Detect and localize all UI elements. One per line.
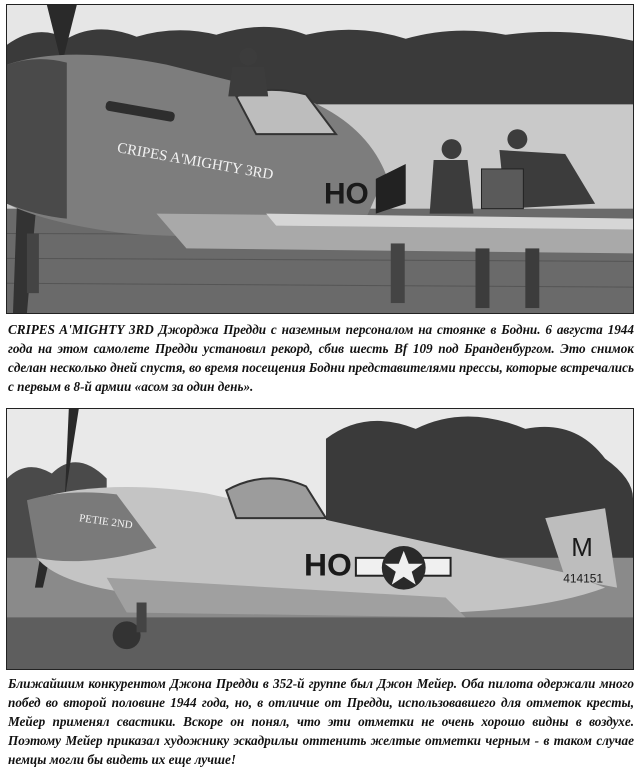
nose-art-text: PETIE 2ND [78, 512, 134, 532]
tail-letter: M [571, 533, 593, 562]
photo-cripes-amighty-image [7, 5, 633, 313]
fuselage-code: HO [323, 177, 369, 211]
photo-cripes-amighty [6, 4, 634, 314]
photo-petie-2nd [6, 408, 634, 670]
caption-petie-2nd: Ближайшим конкурентом Джона Предди в 352-й группе был Джон Мейер. Оба пилота одержали много побед во второй половине 1944 года, но, в отличие от Предди, использовавшего для отметок кресты, Мейер применял свастики. Вскоре он понял, что эти отметки не очень хорошо видны в воздухе. Поэтому Мейер приказал художнику эскадрильи оттенить желтые отметки черным - в таком случае немцы могли бы видеть их еще лучше! [8, 676, 634, 767]
nose-art-text: CRIPES A'MIGHTY 3RD [115, 140, 275, 184]
caption-cripes-amighty: CRIPES A'MIGHTY 3RD Джорджа Предди с наземным персоналом на стоянке в Бодни. 6 августа 1944 года на этом самолете Предди установил рекорд, сбив шесть Bf 109 под Бранденбургом. Это снимок сделан несколько дней спустя, во время посещения Бодни представителями прессы, которые встречались с первым в 8-й армии «асом за один день». [8, 322, 634, 394]
photo-petie-2nd-image [7, 409, 633, 669]
fuselage-code: HO [304, 546, 352, 583]
tail-serial: 414151 [563, 571, 604, 586]
